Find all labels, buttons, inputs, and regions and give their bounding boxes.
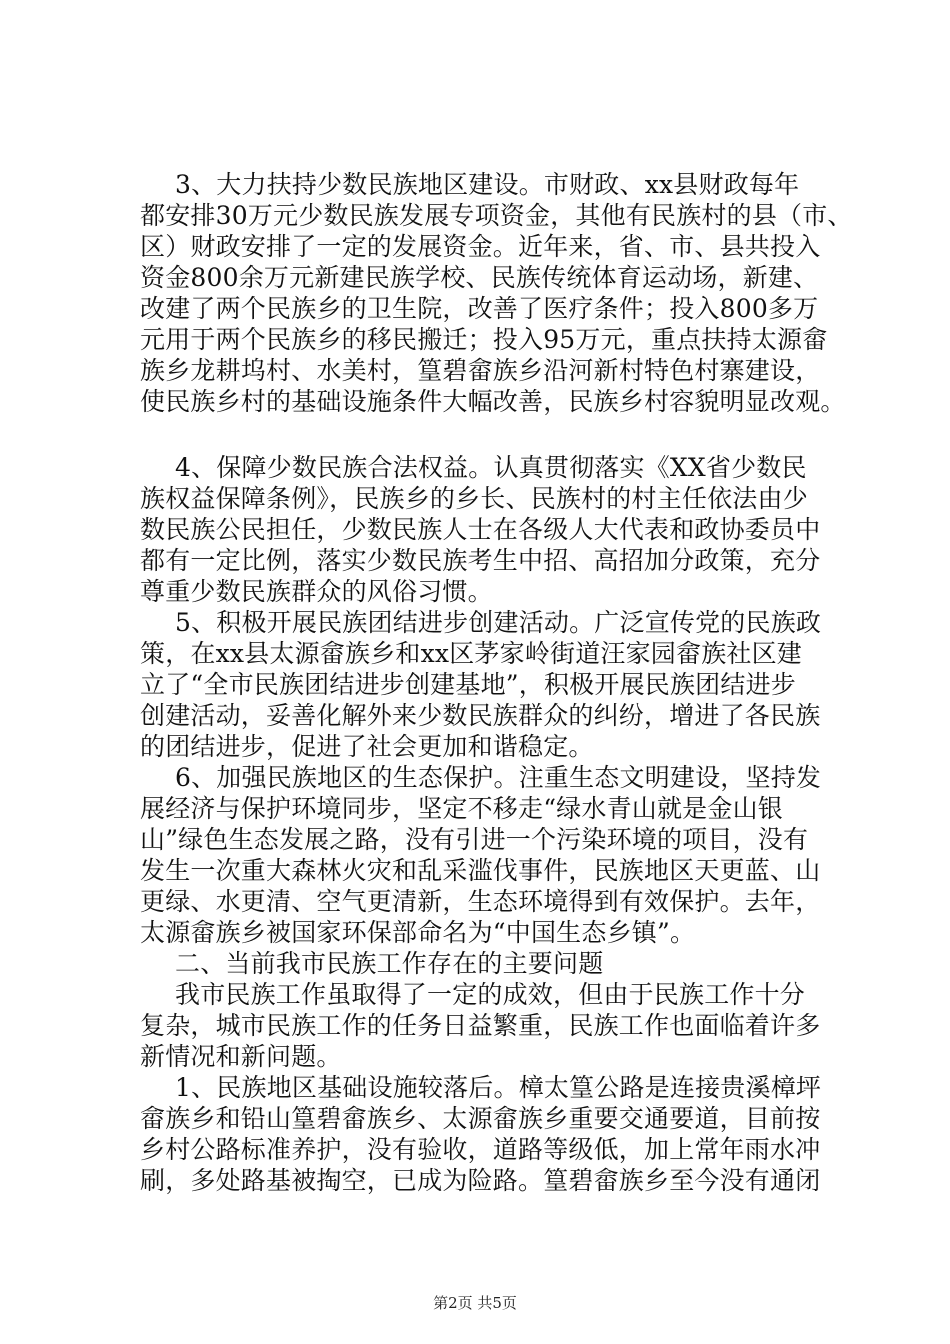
paragraph-3-line-5: 改建了两个民族乡的卫生院，改善了医疗条件；投入800多万	[140, 294, 819, 323]
paragraph-3-line-6: 元用于两个民族乡的移民搬迁；投入95万元，重点扶持太源畲	[140, 325, 828, 354]
page-number-footer: 第2页 共5页	[433, 1294, 517, 1312]
paragraph-3-line-2: 都安排30万元少数民族发展专项资金，其他有民族村的县（市、	[140, 201, 853, 230]
problem-1-line-4: 刷，多处路基被掏空，已成为险路。篁碧畲族乡至今没有通闭	[140, 1166, 821, 1195]
paragraph-6-line-2: 展经济与保护环境同步，坚定不移走“绿水青山就是金山银	[140, 794, 783, 823]
paragraph-5-line-3: 立了“全市民族团结进步创建基地”，积极开展民族团结进步	[140, 670, 796, 699]
paragraph-4-line-1: 4、保障少数民族合法权益。认真贯彻落实《XX省少数民	[175, 453, 807, 482]
intro-paragraph-line-1: 我市民族工作虽取得了一定的成效，但由于民族工作十分	[175, 980, 806, 1009]
paragraph-3-line-1: 3、大力扶持少数民族地区建设。市财政、xx县财政每年	[175, 170, 800, 199]
paragraph-4-line-4: 都有一定比例，落实少数民族考生中招、高招加分政策，充分	[140, 546, 821, 575]
paragraph-3-line-4: 资金800余万元新建民族学校、民族传统体育运动场，新建、	[140, 263, 819, 292]
paragraph-6-line-6: 太源畲族乡被国家环保部命名为“中国生态乡镇”。	[140, 918, 696, 947]
paragraph-3-line-7: 族乡龙耕坞村、水美村，篁碧畲族乡沿河新村特色村寨建设，	[140, 356, 821, 385]
intro-paragraph-line-3: 新情况和新问题。	[140, 1042, 342, 1071]
problem-1-line-2: 畲族乡和铅山篁碧畲族乡、太源畲族乡重要交通要道，目前按	[140, 1104, 821, 1133]
section-heading: 二、当前我市民族工作存在的主要问题	[175, 949, 604, 978]
paragraph-4-line-2: 族权益保障条例》，民族乡的乡长、民族村的村主任依法由少	[140, 484, 808, 513]
paragraph-5-line-2: 策，在xx县太源畲族乡和xx区茅家岭街道汪家园畲族社区建	[140, 639, 802, 668]
intro-paragraph-line-2: 复杂，城市民族工作的任务日益繁重，民族工作也面临着许多	[140, 1011, 821, 1040]
paragraph-4-line-5: 尊重少数民族群众的风俗习惯。	[140, 577, 493, 606]
problem-1-line-1: 1、民族地区基础设施较落后。樟太篁公路是连接贵溪樟坪	[175, 1073, 822, 1102]
paragraph-6-line-4: 发生一次重大森林火灾和乱采滥伐事件，民族地区天更蓝、山	[140, 856, 821, 885]
paragraph-6-line-5: 更绿、水更清、空气更清新，生态环境得到有效保护。去年，	[140, 887, 821, 916]
problem-1-line-3: 乡村公路标准养护，没有验收，道路等级低，加上常年雨水冲	[140, 1135, 821, 1164]
paragraph-6-line-3: 山”绿色生态发展之路，没有引进一个污染环境的项目，没有	[140, 825, 809, 854]
paragraph-3-line-3: 区）财政安排了一定的发展资金。近年来，省、市、县共投入	[140, 232, 821, 261]
paragraph-5-line-5: 的团结进步，促进了社会更加和谐稳定。	[140, 732, 594, 761]
paragraph-5-line-1: 5、积极开展民族团结进步创建活动。广泛宣传党的民族政	[175, 608, 822, 637]
paragraph-6-line-1: 6、加强民族地区的生态保护。注重生态文明建设，坚持发	[175, 763, 822, 792]
paragraph-5-line-4: 创建活动，妥善化解外来少数民族群众的纠纷，增进了各民族	[140, 701, 821, 730]
paragraph-4-line-3: 数民族公民担任，少数民族人士在各级人大代表和政协委员中	[140, 515, 821, 544]
paragraph-3-line-8: 使民族乡村的基础设施条件大幅改善，民族乡村容貌明显改观。	[140, 387, 846, 416]
